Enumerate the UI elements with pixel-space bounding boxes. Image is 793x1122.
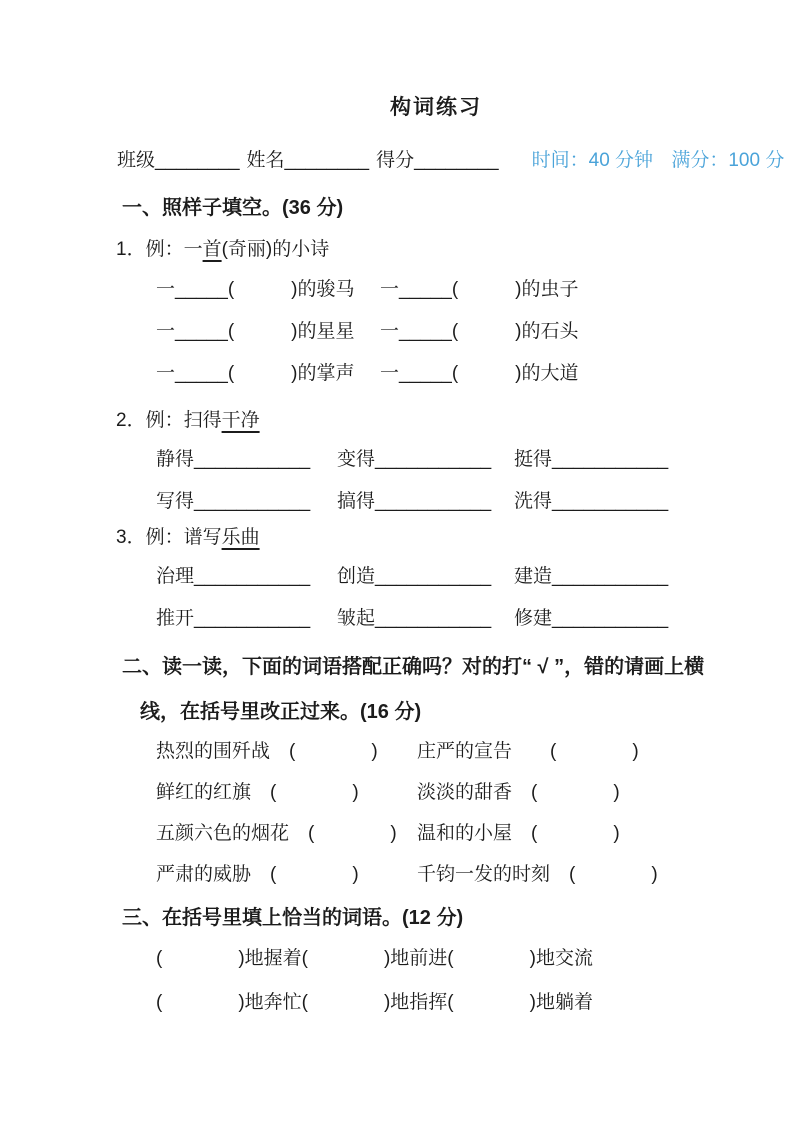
fill-blank-cell: 一_____( )的掌声 [156, 363, 355, 384]
fill-blank-cell: 一_____( )的星星 [156, 321, 355, 342]
fill-blank-cell: 搞得___________ [337, 491, 492, 512]
phrase-judge-cell: 淡淡的甜香 ( ) [417, 782, 620, 803]
fill-blank-cell: 洗得___________ [514, 491, 669, 512]
phrase-judge-cell: 热烈的围歼战 ( ) [156, 741, 378, 762]
item1-example-post: (奇丽)的小诗 [221, 239, 330, 260]
item3-blank-rows [156, 556, 705, 640]
item2-example-underlined-word: 干净 [221, 410, 260, 431]
time-limit-label: 时间：40 分钟 [531, 150, 654, 171]
section2-heading-line1: 二、读一读，下面的词语搭配正确吗？对的打“ √ ”，错的请画上横 [122, 656, 705, 678]
header-row [117, 148, 785, 174]
score-blank-field: 得分________ [376, 150, 499, 171]
section1-heading: 一、照样子填空。(36 分) [122, 197, 344, 219]
fill-blank-cell: 修建___________ [514, 608, 669, 629]
item3-example-underlined-word: 乐曲 [221, 527, 260, 548]
item3-example-line [116, 525, 705, 551]
fill-blank-cell: 创造___________ [337, 566, 492, 587]
section3-heading: 三、在括号里填上恰当的词语。(12 分) [122, 907, 464, 929]
item1-example-pre: 1．例：一 [116, 239, 203, 260]
page-title: 构词练习 [390, 96, 482, 119]
full-score-label: 满分：100 分 [671, 150, 785, 171]
item1-example-line [116, 237, 705, 263]
fill-blank-cell: 推开___________ [156, 608, 311, 629]
fill-blank-cell: 皱起___________ [337, 608, 492, 629]
fill-blank-cell: 一_____( )的骏马 [156, 279, 355, 300]
phrase-judge-cell: 严肃的威胁 ( ) [156, 864, 359, 885]
fill-blank-cell: 变得___________ [337, 449, 492, 470]
item1-example-underlined-word: 首 [202, 239, 222, 260]
fill-blank-cell: 一_____( )的石头 [380, 321, 579, 342]
item1-blank-rows [156, 269, 705, 395]
fill-blank-cell: 静得___________ [156, 449, 311, 470]
fill-blank-cell: 一_____( )的虫子 [380, 279, 579, 300]
name-blank-field: 姓名________ [246, 150, 370, 171]
exam-meta [532, 148, 785, 174]
section2-heading-line2: 线，在括号里改正过来。(16 分) [140, 701, 422, 723]
phrase-judge-cell: 庄严的宣告 ( ) [417, 741, 639, 762]
fill-blank-cell: 建造___________ [514, 566, 669, 587]
fill-blank-cell: 治理___________ [156, 566, 311, 587]
section2-judge-rows [156, 731, 705, 895]
phrase-judge-cell: 温和的小屋 ( ) [417, 823, 620, 844]
item2-example-pre: 2．例：扫得 [116, 410, 222, 431]
phrase-judge-cell: 五颜六色的烟花 ( ) [156, 823, 397, 844]
phrase-judge-cell: 千钧一发的时刻 ( ) [417, 864, 658, 885]
fill-blank-cell: 写得___________ [156, 491, 311, 512]
class-blank-field: 班级________ [117, 150, 240, 171]
item2-example-line [116, 408, 705, 434]
paren-fill-row: ( )地握着( )地前进( )地交流 [156, 948, 593, 969]
section3-fill-rows [156, 937, 705, 1025]
item3-example-pre: 3．例：谱写 [116, 527, 222, 548]
fill-blank-cell: 挺得___________ [514, 449, 669, 470]
phrase-judge-cell: 鲜红的红旗 ( ) [156, 782, 359, 803]
fill-blank-cell: 一_____( )的大道 [380, 363, 579, 384]
paren-fill-row: ( )地奔忙( )地指挥( )地躺着 [156, 992, 593, 1013]
item2-blank-rows [156, 439, 705, 523]
